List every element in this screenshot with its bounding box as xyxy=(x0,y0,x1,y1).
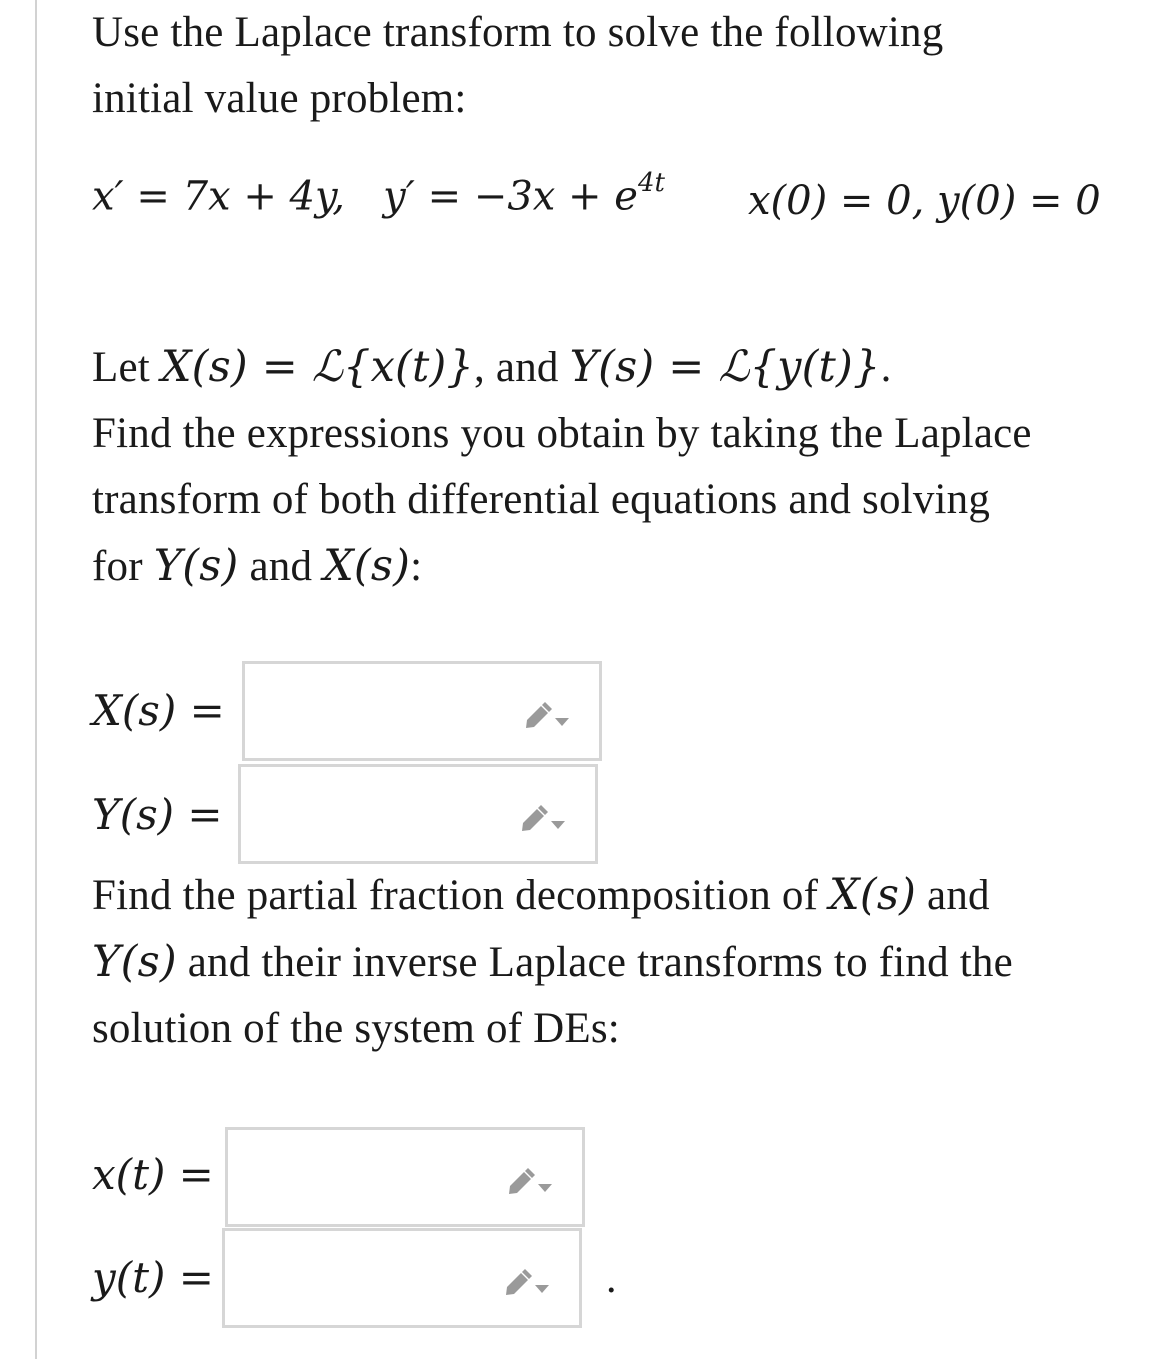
initial-conditions: x(0) = 0, y(0) = 0 xyxy=(748,178,1101,224)
pencil-dropdown-icon[interactable] xyxy=(519,803,567,833)
definition-lead: Let xyxy=(92,344,150,391)
x-prime-lhs: x′ xyxy=(92,173,124,220)
instruction1-line-2: transform of both differential equations and solving xyxy=(92,476,991,523)
y-of-s-label: Y(s) = xyxy=(92,790,223,839)
y-laplace-def: Y(s) = ℒ{y(t)} xyxy=(569,342,881,392)
trailing-period: . xyxy=(606,1256,617,1302)
y-of-t-answer-input[interactable] xyxy=(222,1228,582,1328)
ode-system: x′ = 7x + 4y, $y' = -3x + e^{4t}$ xyxy=(92,168,665,220)
x-of-t-label: x(t) = xyxy=(92,1150,214,1199)
intro-line-2: initial value problem: xyxy=(92,75,467,122)
pencil-dropdown-icon[interactable] xyxy=(503,1267,551,1297)
x-of-t-answer-input[interactable] xyxy=(225,1127,585,1227)
y-of-t-label: y(t) = xyxy=(92,1253,214,1302)
y-prime-lhs: y′ xyxy=(383,173,415,220)
x-of-s-label: X(s) = xyxy=(92,686,225,735)
x-prime-rhs: 7x + 4y, xyxy=(182,173,345,220)
instruction-block-1: Let X(s) = ℒ{x(t)}, and Y(s) = ℒ{y(t)}. Find the expressions you obtain by taking the Laplace transform of both differential equations and solving for Y(s) and X(s): xyxy=(92,342,1032,591)
pencil-dropdown-icon[interactable] xyxy=(506,1166,554,1196)
y-prime-rhs: −3x + e xyxy=(473,173,638,220)
y-of-s-answer-input[interactable] xyxy=(238,764,598,864)
y-of-s-ref: Y(s) xyxy=(153,541,239,591)
instruction-block-2: Find the partial fraction decomposition of X(s) and Y(s) and their inverse Laplace transforms to find the solution of the system of DEs: xyxy=(92,870,1013,1052)
definition-and: , and xyxy=(474,344,559,391)
left-divider xyxy=(35,0,37,1359)
instruction1-line-1: Find the expressions you obtain by taking the Laplace xyxy=(92,410,1032,457)
x-of-s-answer-input[interactable] xyxy=(242,661,602,761)
pencil-dropdown-icon[interactable] xyxy=(523,700,571,730)
x-laplace-def: X(s) = ℒ{x(t)} xyxy=(160,342,475,392)
intro-line-1: Use the Laplace transform to solve the following xyxy=(92,9,944,56)
y-prime-exponent: 4t xyxy=(637,168,665,198)
intro-text xyxy=(92,0,943,132)
x-of-s-ref: X(s) xyxy=(323,541,411,591)
